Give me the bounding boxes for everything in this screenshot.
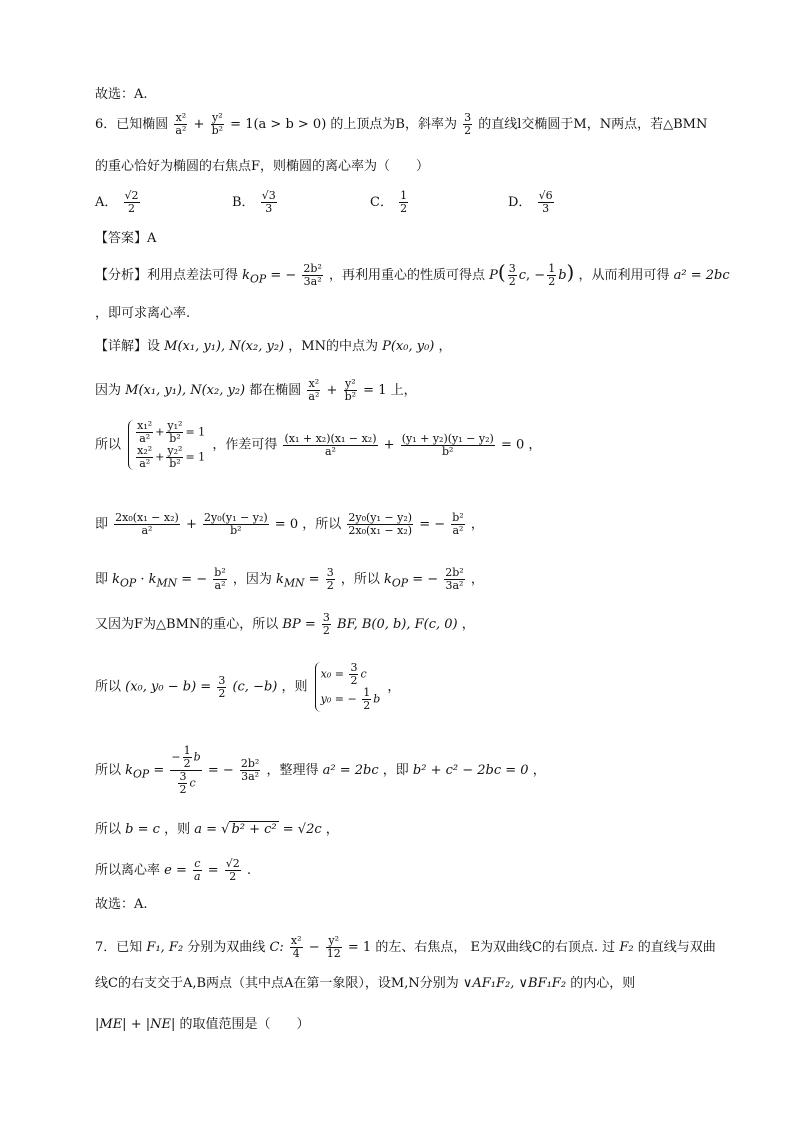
k-op [242,268,267,286]
math-op: = 0 [274,517,299,532]
so-line-4: 所以 $k_{OP}$ = − $\frac{1}{2}$ b $\frac{3}{2}$ c = − $\frac{\text{2b²}}{\text{3a²}}$ ，整理得 a² = 2bc ，即 b² + c² − 2bc = 0 ， [95,744,546,796]
numerator: 1 [363,686,371,699]
so-line-3 [95,662,400,712]
text-segment: ，从而利用可得 [578,268,670,283]
numerator: 3 [464,111,472,124]
math-op: + [383,437,395,453]
math-op: = 1 [347,940,372,955]
denominator: 2 [179,783,187,796]
numerator: (x₁ + x₂)(x₁ − x₂) [284,431,377,445]
math-op: = 1 [185,425,206,439]
text-line: 故选：A. [95,87,148,102]
denominator: 3 [265,202,273,215]
option-label: B． [232,195,255,210]
text-segment: 即 [95,572,109,587]
fraction [124,190,140,215]
math-text: F₁, F₂ [146,940,184,955]
fraction [213,567,226,592]
fraction [326,935,342,960]
denominator: a² [139,457,151,470]
math-subscript: OP [391,576,409,590]
fraction [307,378,320,403]
math-op: + [155,425,165,439]
math-text: k [242,268,251,283]
k-op [112,572,137,590]
numerator: 2b² [240,757,260,770]
math-op: · [140,572,145,587]
math-text: y₀ = − [320,692,357,706]
system-row [321,662,381,687]
denominator [170,771,201,796]
denominator: a² [139,432,151,445]
numerator: − $\frac{1}{2}$ b [171,744,201,770]
numerator: √6 [538,189,553,202]
numerator: x₂² [137,444,153,457]
math-text: c [518,268,527,283]
math-text: = √2c [282,822,322,837]
text-segment: ，作差可得 [212,437,278,453]
k-op [383,572,409,590]
fraction [178,771,187,796]
denominator: a [194,870,201,883]
text-segment: ，MN的中点为 [288,339,378,354]
answer-line: 【答案】A [95,231,157,246]
math-text: M(x₁, y₁), N(x₂, y₂) [125,383,246,398]
math-op: = 0 [500,437,525,453]
text-segment: ， [325,822,339,837]
text-segment: ，再利用重心的性质可得点 [329,268,486,283]
math-text: k [112,572,121,587]
fraction [166,420,183,445]
fraction [240,758,260,783]
fraction [290,935,303,960]
fraction [344,378,357,403]
math-text: k [125,763,134,778]
text-segment: ， [470,572,484,587]
math-paren: ( [497,260,506,284]
equation-system [315,662,381,712]
numerator: 3 [179,770,187,783]
denominator: 12 [326,947,341,960]
denominator: a² [452,524,464,537]
fraction [302,263,322,288]
math-text: b² + c² − 2bc = 0 [412,763,529,778]
centroid-line [95,612,475,637]
compound-fraction [170,745,201,796]
math-op: = − [181,572,208,587]
k-mn [148,572,178,590]
detail-line [95,340,452,353]
k-op [125,763,150,781]
numerator: x² [175,111,187,124]
denominator: 4 [292,947,300,960]
math-op: + [193,117,205,132]
math-op: , − [526,268,546,283]
numerator: 3 [508,262,516,275]
denominator: 2 [464,124,472,137]
text-segment: ，因为 [232,572,272,587]
text-segment: ， [470,517,484,532]
text-segment: 的左、右焦点， [375,940,467,955]
option-c [370,190,410,215]
fraction [193,858,202,883]
denominator: 2 [363,699,371,712]
fraction [547,263,556,288]
math-text: k [276,572,284,587]
denominator: 2 [548,275,556,288]
denominator: a² [175,124,187,137]
numerator: 1 [183,744,191,757]
text-segment: 所以 [95,763,122,778]
denominator: b² [169,432,181,445]
numerator: 2b² [303,262,322,275]
fraction [401,433,495,458]
numerator: 2x₀(x₁ − x₂) [115,511,179,524]
fraction [283,433,377,458]
fraction [508,263,517,288]
system-row [321,687,381,712]
denominator: a² [141,524,153,537]
numerator: √2 [124,189,139,202]
numerator: y² [326,935,342,948]
denominator: 2 [400,202,408,215]
math-subscript: MN [156,576,178,590]
text-segment: ， [532,763,546,778]
question-7-line-3 [95,1018,310,1031]
fraction [399,190,408,215]
numerator: 1 [400,189,408,202]
fraction [217,675,226,700]
denominator: 2 [322,624,330,637]
fraction [538,190,554,215]
fraction [326,567,335,592]
math-op: = 1 [363,383,387,398]
math-text: P(x₀, y₀) [382,339,435,354]
math-op: + [155,450,165,464]
math-text: b [373,692,381,706]
numerator: 3 [322,611,330,624]
denominator: a² [325,444,336,458]
text-segment: 7．已知 [95,940,143,955]
text-segment: 分别为双曲线 [187,940,266,955]
text-segment: 的直线与双曲 [637,940,716,955]
math-subscript: OP [120,576,137,590]
math-op: = 1 [185,450,206,464]
text-segment: 所以离心率 [95,863,161,878]
fraction [444,567,464,592]
math-text: BP = [282,617,320,632]
text-segment: ，则 [281,679,308,695]
question-6-line-2: 的重心恰好为椭圆的右焦点F，则椭圆的离心率为（ ） [95,159,430,174]
numerator: 3 [326,566,334,579]
math-text: x₀ = [320,667,344,681]
text-segment: ，整理得 [266,763,319,778]
denominator: 2 [128,202,136,215]
option-d [508,190,556,215]
analysis-line [95,262,730,288]
denominator: 2 [229,870,237,883]
math-subscript: OP [133,767,150,781]
text-segment: 的直线l交椭圆于M，N两点，若△BMN [478,117,708,132]
equation-system [128,420,205,470]
text-segment: 的上顶点为B，斜率为 [330,117,457,132]
math-text: (x₀, y₀ − b) = [125,679,212,695]
math-text: ∨AF₁F₂, ∨BF₁F₂ [462,976,567,991]
denominator: 2 [218,686,226,700]
math-text: b [193,750,201,764]
denominator: 2 [183,757,191,770]
math-op: + [185,517,197,532]
math-text: M(x₁, y₁), N(x₂, y₂) [164,339,285,354]
denominator: b² [169,457,181,470]
numerator: 3 [218,673,226,687]
option-label: D． [508,195,532,210]
math-paren: ) [566,260,575,284]
text-segment: 【详解】设 [95,339,161,354]
math-text: b = c [125,822,160,837]
numerator: b² [452,511,464,524]
denominator: 2 [350,674,358,687]
math-text: a² = 2bc [673,268,730,283]
math-op: = − [270,268,297,283]
math-text: BF, B(0, b), F(c, 0) [337,617,458,632]
text-segment: 上， [390,383,417,398]
k-mn [276,572,305,590]
option-label: A． [95,195,118,210]
math-text: P [489,268,498,283]
numerator: c [194,857,201,870]
option-b [232,190,279,215]
question-7-line-1: 7．已知 F₁, F₂ 分别为双曲线 C: $\frac{\text{x²}}{4}$ − $\frac{\text{y²}}{12}$ = 1 的左、右焦点， E为双曲线C的右顶点. 过 F₂ 的直线与双曲 [95,934,716,960]
analysis-line-2: ，即可求离心率. [95,306,191,321]
system-row [134,420,205,445]
text-segment: 即 [95,517,109,532]
numerator: y² [344,377,356,390]
math-text: = 1(a > b > 0) [230,117,327,132]
fraction [349,662,358,687]
system-row [134,445,205,470]
numerator: 2b² [445,566,464,579]
numerator: 1 [548,262,556,275]
denominator: 2 [326,579,334,592]
math-text: k [383,572,392,587]
text-segment: 因为 [95,383,122,398]
fraction [451,512,464,537]
text-segment: ，所以 [340,572,380,587]
fraction [225,858,241,883]
denominator: 3a² [303,275,322,288]
fraction [183,745,192,770]
text-segment: ，则 [164,822,191,837]
fraction [322,612,331,637]
numerator: y² [211,111,223,124]
text-segment: 6．已知椭圆 [95,117,169,132]
math-text: C: [269,940,288,955]
fraction [174,112,187,137]
fraction [261,190,277,215]
text-segment: ， [438,339,452,354]
math-text: k [148,572,157,587]
fraction [347,512,413,537]
question-7-line-2 [95,977,635,990]
text-segment: ， [461,617,475,632]
because-line [95,378,417,403]
fraction [211,112,224,137]
ji-line-1 [95,512,484,537]
math-text: |ME| + |NE| [95,1017,176,1032]
math-text: (c, −b) [232,679,278,695]
denominator: 2x₀(x₁ − x₂) [348,524,413,537]
math-text: c [189,776,196,790]
fraction [136,445,153,470]
so-line-5: 所以 b = c ，则 a = √ b² + c² = √2c ， [95,822,339,837]
denominator: a² [308,390,320,403]
numerator: 3 [350,661,358,674]
denominator: 3 [542,202,550,215]
text-segment: ， [528,437,542,453]
question-6-line-1 [95,112,707,137]
numerator: y₁² [167,419,183,432]
fraction [114,512,180,537]
text-segment: 线C的右支交于A,B两点（其中点A在第一象限），设M,N分别为 [95,976,459,991]
numerator: 2y₀(y₁ − y₂) [203,511,268,524]
text-segment: ，即 [382,763,409,778]
denominator: 3a² [241,770,260,783]
numerator: (y₁ + y₂)(y₁ − y₂) [401,431,494,445]
numerator: x² [290,934,302,947]
denominator: b² [211,124,224,137]
denominator: 3a² [445,579,464,592]
text-segment: 都在椭圆 [249,383,302,398]
math-text: a² = 2bc [322,763,379,778]
math-op: + [326,383,338,398]
math-subscript: MN [283,576,305,590]
numerator: √2 [225,857,240,870]
denominator: a² [214,579,226,592]
numerator: √3 [261,189,276,202]
denominator: b² [230,524,242,537]
denominator: b² [442,444,454,458]
numerator: x² [308,377,320,390]
text-segment: ，所以 [302,517,342,532]
denominator: 2 [508,275,516,288]
text-segment: ， [387,679,401,695]
math-op: = − [419,517,446,532]
text-segment: 的取值范围是（ ） [179,1017,310,1032]
text-line: 故选：A. [95,897,148,912]
text-segment: 又因为F为△BMN的重心，所以 [95,617,279,632]
fraction [463,112,472,137]
text-segment: E为双曲线C的右顶点. 过 [470,940,616,955]
numerator: 2y₀(y₁ − y₂) [348,511,413,524]
math-op: = − [412,572,439,587]
fraction [203,512,269,537]
math-text: b [558,268,567,283]
math-text: F₂ [619,940,634,955]
text-segment: 所以 [95,679,122,695]
fraction [136,420,153,445]
math-op: = − [207,763,234,778]
math-text: e = [164,863,187,878]
system-line [95,420,541,470]
text-segment: 所以 [95,437,122,453]
denominator: b² [344,390,357,403]
fraction [166,445,183,470]
math-text: c [360,667,367,681]
text-segment: 【分析】利用点差法可得 [95,268,239,283]
fraction [362,687,371,712]
math-subscript: OP [250,272,267,286]
so-line-6: 所以离心率 e = $\frac{c}{a}$ = $\frac{√2}{2}$ . [95,857,252,883]
sqrt-content: b² + c² [231,822,277,837]
numerator: x₁² [137,419,153,432]
option-label: C． [370,195,393,210]
numerator: b² [214,566,226,579]
numerator: y₂² [167,444,183,457]
text-segment: 所以 [95,822,122,837]
option-a [95,190,142,215]
math-text: a = [194,822,217,837]
text-segment: 的内心，则 [570,976,636,991]
ji-line-2: 即 $k_{OP} \cdot k_{MN}$ = − $\frac{\text{b²}}{\text{a²}}$ ，因为 $k_{MN}$ = $\frac{3}{2}$ ，所以 $k_{OP}$ = − $\frac{\text{2b²}}{\text{3a²}}$ ， [95,566,484,592]
